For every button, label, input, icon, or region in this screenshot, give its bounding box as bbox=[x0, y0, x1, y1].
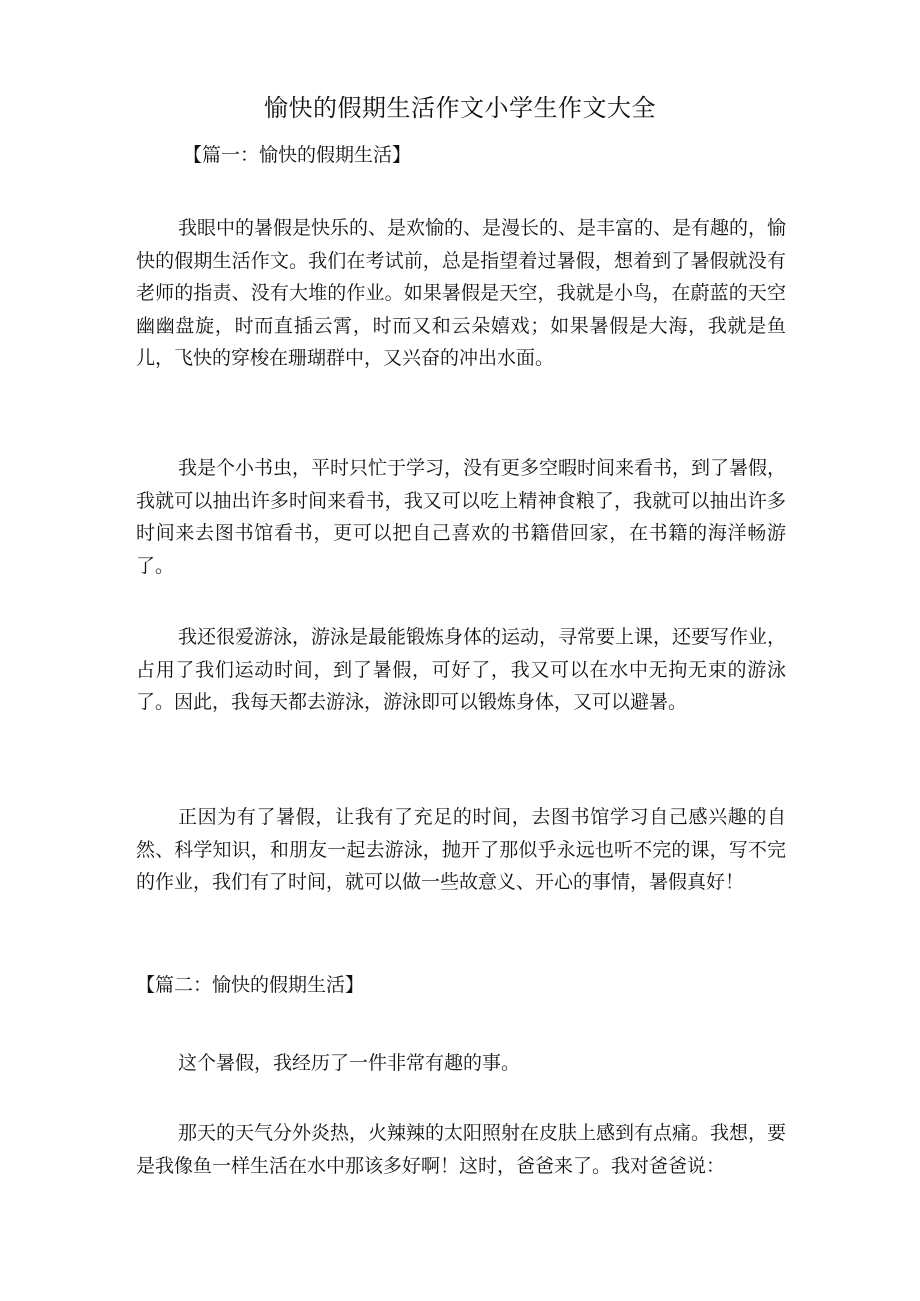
section-heading-2: 【篇二：愉快的假期生活】 bbox=[136, 974, 365, 996]
section-heading-1: 【篇一：愉快的假期生活】 bbox=[183, 144, 412, 166]
section2-paragraph-2: 那天的天气分外炎热，火辣辣的太阳照射在皮肤上感到有点痛。我想，要是我像鱼一样生活在水中那该多好啊！这时，爸爸来了。我对爸爸说： bbox=[136, 1122, 787, 1177]
section1-paragraph-3: 我还很爱游泳，游泳是最能锻炼身体的运动，寻常要上课，还要写作业，占用了我们运动时间，到了暑假，可好了，我又可以在水中无拘无束的游泳了。因此，我每天都去游泳，游泳即可以锻炼身体，又可以避暑。 bbox=[136, 626, 787, 713]
section1-paragraph-2: 我是个小书虫，平时只忙于学习，没有更多空暇时间来看书，到了暑假，我就可以抽出许多时间来看书，我又可以吃上精神食粮了，我就可以抽出许多时间来去图书馆看书，更可以把自己喜欢的书籍借回家，在书籍的海洋畅游了。 bbox=[136, 457, 787, 577]
section1-paragraph-4: 正因为有了暑假，让我有了充足的时间，去图书馆学习自己感兴趣的自然、科学知识，和朋友一起去游泳，抛开了那似乎永远也听不完的课，写不完的作业，我们有了时间，就可以做一些故意义、开心的事情，暑假真好！ bbox=[136, 806, 786, 893]
document-title: 愉快的假期生活作文小学生作文大全 bbox=[264, 94, 656, 122]
section1-paragraph-1: 我眼中的暑假是快乐的、是欢愉的、是漫长的、是丰富的、是有趣的，愉快的假期生活作文。我们在考试前，总是指望着过暑假，想着到了暑假就没有老师的指责、没有大堆的作业。如果暑假是天空，我就是小鸟，在蔚蓝的天空幽幽盘旋，时而直插云霄，时而又和云朵嬉戏；如果暑假是大海，我就是鱼儿，飞快的穿梭在珊瑚群中，又兴奋的冲出水面。 bbox=[136, 217, 787, 369]
section2-paragraph-1: 这个暑假，我经历了一件非常有趣的事。 bbox=[178, 1052, 521, 1074]
